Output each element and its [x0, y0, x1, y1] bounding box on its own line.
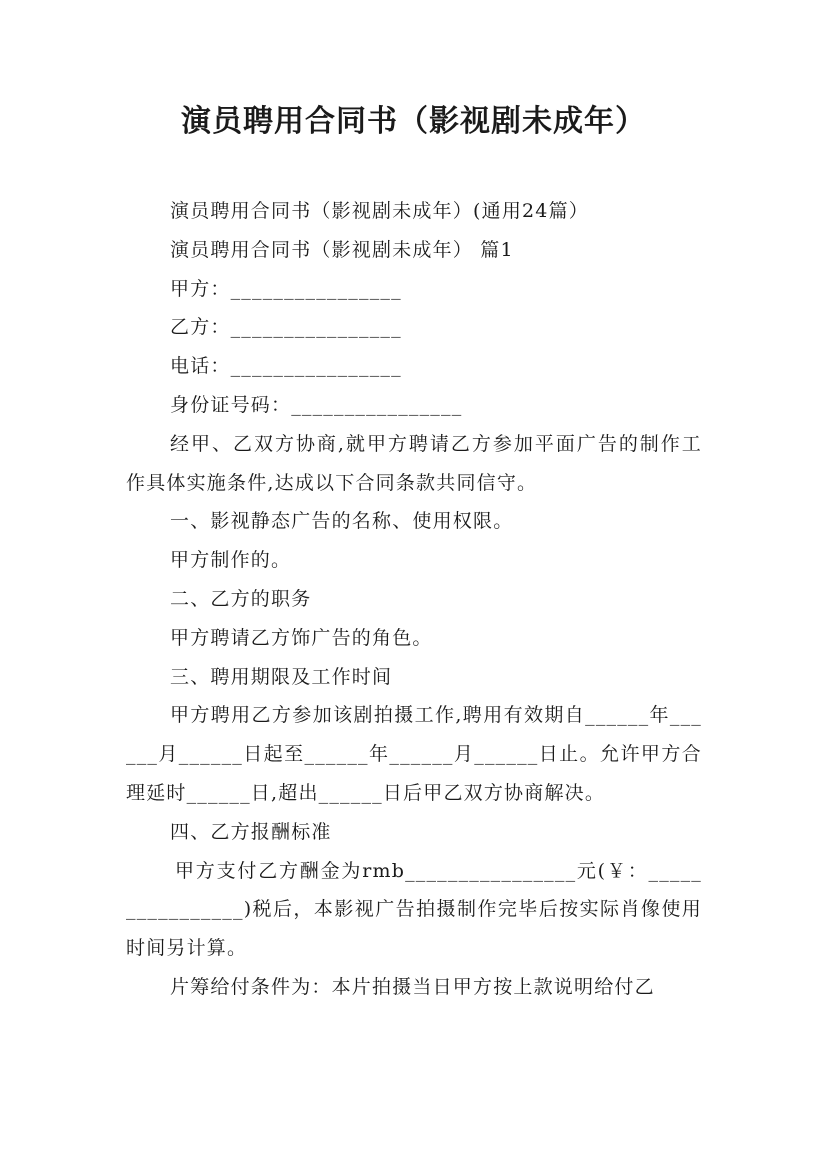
- field-party-b: 乙方：________________: [170, 316, 402, 339]
- document-title: 演员聘用合同书（影视剧未成年）: [181, 104, 646, 139]
- clause-heading-4: 四、乙方报酬标准: [170, 820, 332, 843]
- field-phone: 电话：________________: [170, 355, 402, 378]
- clause-heading-3: 三、聘用期限及工作时间: [170, 665, 393, 688]
- field-party-a: 甲方：________________: [170, 277, 402, 300]
- clause-heading-1: 一、影视静态广告的名称、使用权限。: [170, 510, 514, 533]
- clause-text-4: 甲方支付乙方酬金为rmb________________元(￥：________________)税后，本影视广告拍摄制作完毕后按实际肖像使用时间另计算。: [126, 859, 702, 960]
- paragraph-section-heading: 演员聘用合同书（影视剧未成年） 篇1: [170, 238, 514, 261]
- clause-heading-2: 二、乙方的职务: [170, 587, 312, 610]
- clause-text-3: 甲方聘用乙方参加该剧拍摄工作,聘用有效期自______年______月______日起至______年______月______日止。允许甲方合理延时______日,超出______日后甲乙双方协商解决。: [126, 704, 702, 804]
- paragraph-subtitle: 演员聘用合同书（影视剧未成年）(通用24篇）: [170, 200, 589, 222]
- clause-text-2: 甲方聘请乙方饰广告的角色。: [170, 626, 433, 649]
- paragraph-preamble: 经甲、乙双方协商,就甲方聘请乙方参加平面广告的制作工作具体实施条件,达成以下合同条款共同信守。: [126, 432, 702, 494]
- field-id-number: 身份证号码：________________: [170, 393, 463, 416]
- document-body: [126, 192, 702, 1007]
- clause-text-5: 片筹给付条件为：本片拍摄当日甲方按上款说明给付乙: [170, 975, 655, 998]
- clause-text-1: 甲方制作的。: [170, 549, 292, 572]
